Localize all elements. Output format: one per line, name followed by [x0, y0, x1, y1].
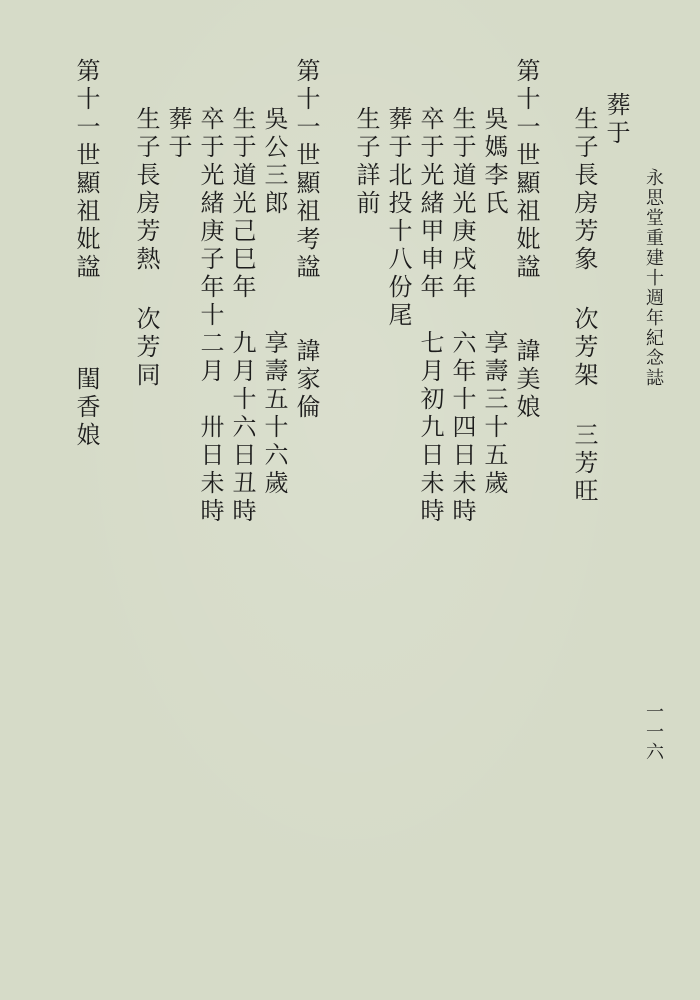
column-sons-2: 生子詳前 — [352, 106, 380, 218]
column-ancestor-title-2: 第十一世顯祖考諡 諱家倫 — [292, 58, 320, 422]
column-died-1: 卒于光緒甲申年 七月初九日未時 — [416, 106, 444, 526]
column-sons-3: 生子長房芳熱 次芳同 — [132, 106, 160, 390]
column-name-2: 吳公三郎 享壽五十六歲 — [260, 106, 288, 498]
column-died-2: 卒于光緒庚子年十二月 卅日未時 — [196, 106, 224, 526]
column-burial-2: 葬于北投十八份尾 — [384, 106, 412, 330]
column-ancestor-title-1: 第十一世顯祖妣諡 諱美娘 — [512, 58, 540, 422]
page-number: 一一六 — [643, 702, 664, 762]
column-sons-1: 生子長房芳象 次芳架 三芳旺 — [570, 106, 598, 506]
column-ancestor-title-3: 第十一世顯祖妣諡 閨香娘 — [72, 58, 100, 450]
running-header: 永思堂重建十週年紀念誌 — [643, 168, 664, 388]
column-born-2: 生于道光己巳年 九月十六日丑時 — [228, 106, 256, 526]
column-burial-3: 葬于 — [164, 106, 192, 162]
column-burial-1: 葬于 — [602, 92, 630, 148]
column-born-1: 生于道光庚戌年 六年十四日未時 — [448, 106, 476, 526]
column-name-1: 吳媽李氏 享壽三十五歲 — [480, 106, 508, 498]
